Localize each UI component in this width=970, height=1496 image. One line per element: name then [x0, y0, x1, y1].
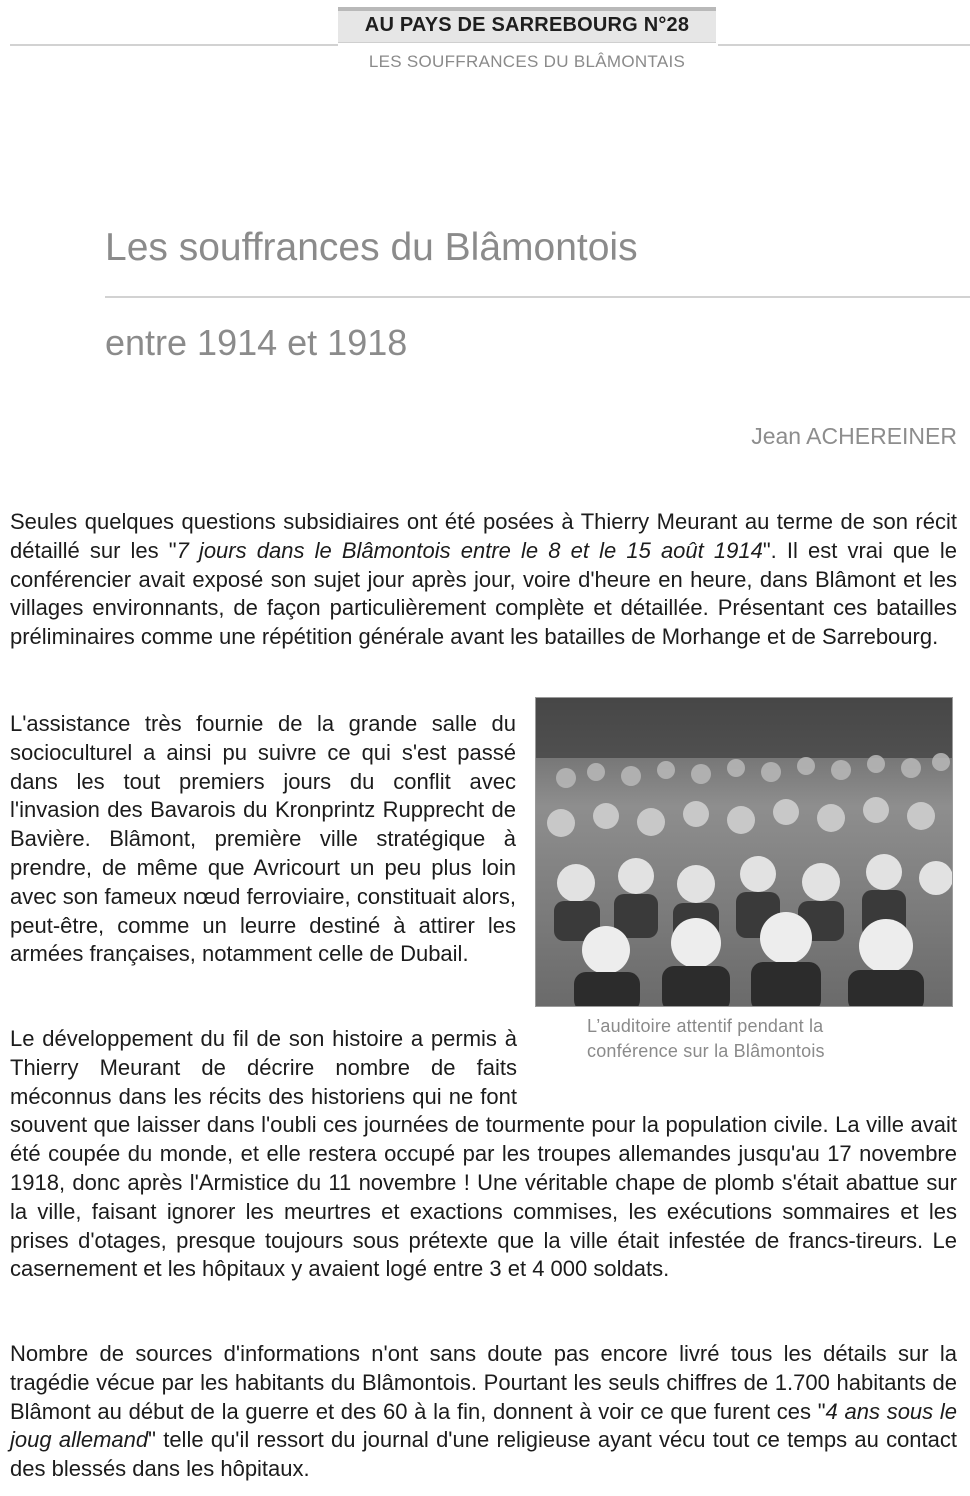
paragraph-1-text-a: Seules quelques questions subsidiaires ont été posées à Thierry Meurant au terme de son récit détaillé sur les " — [10, 509, 957, 563]
paragraph-3-text: Le développement du fil de son histoire a permis à Thierry Meurant de décrire nombre de faits méconnus dans les récits des historiens qui ne font souvent que laisser dans l'oubli ces journées de tourmente pour la population civile. La ville avait été coupée du monde, et elle restera occupé par les troupes allemandes jusqu'au 17 novembre 1918, donc après l'Armistice du 11 novembre ! Une véritable chape de plomb s'était abattue sur la ville, faisant ignorer les meurtres et exactions commises, les exécutions sommaires et les prises d'otages, presque toujours sous prétexte que la ville était infestée de francs-tireurs. Le casernement et les hôpitaux y avaient logé entre 3 et 4 000 soldats. — [10, 1026, 957, 1282]
paragraph-4-text-a: Nombre de sources d'informations n'ont sans doute pas encore livré tous les détails sur la tragédie vécue par les habitants du Blâmontois. Pourtant les seuls chiffres de 1.700 habitants de Blâmont au début de la guerre et des 60 à la fin, donnent à voir ce que furent ces " — [10, 1341, 957, 1424]
paragraph-2: L'assistance très fournie de la grande salle du socioculturel a ainsi pu suivre ce qui s'est passé dans les tout premiers jours du conflit avec l'invasion des Bavarois du Kronprintz Rupprecht de Bavière. Blâmont, première ville stratégique à prendre, de même que Avricourt un peu plus loin avec son fameux nœud ferroviaire, constituait alors, peut-être, comme un leurre destiné à attirer les armées françaises, notamment celle de Dubail. — [10, 711, 516, 967]
audience-photo — [535, 697, 953, 1007]
publication-banner: AU PAYS DE SARREBOURG N°28 — [338, 7, 716, 43]
caption-wrap-space — [517, 1025, 957, 1083]
paragraph-1-lecture-title: 7 jours dans le Blâmontois entre le 8 et le 15 août 1914 — [176, 537, 763, 563]
article-subtitle: entre 1914 et 1918 — [105, 322, 408, 363]
photo-caption-line-2: conférence sur la Blâmontois — [587, 1041, 825, 1061]
photo-caption-line-1: L’auditoire attentif pendant la — [587, 1016, 824, 1036]
audience-photo-icon — [536, 698, 953, 1007]
article-author: Jean ACHEREINER — [751, 423, 957, 449]
title-rule — [105, 296, 970, 298]
paragraph-4-text-b: " telle qu'il ressort du journal d'une religieuse ayant vécu tout ce temps au contact des blessés dans les hôpitaux. — [10, 1427, 957, 1482]
paragraph-1-text-b: ". Il est vrai que le conférencier avait exposé son sujet jour après jour, voire d'heure en heure, dans Blâmont et les villages environnants, de façon particulièrement complète et détaillée. Présentant ces batailles préliminaires comme une répétition générale avant les batailles de Morhange et de Sarrebourg. — [10, 537, 957, 650]
header-rule-left — [10, 44, 338, 46]
article-title: Les souffrances du Blâmontois — [105, 226, 638, 269]
section-label: LES SOUFFRANCES DU BLÂMONTAIS — [368, 52, 686, 71]
paragraph-3 — [10, 1025, 957, 1284]
paragraph-1 — [10, 508, 957, 652]
paragraph-4 — [10, 1340, 957, 1484]
header-rule-right — [718, 44, 970, 46]
paragraph-4-quote: 4 ans sous le joug allemand — [10, 1398, 958, 1453]
